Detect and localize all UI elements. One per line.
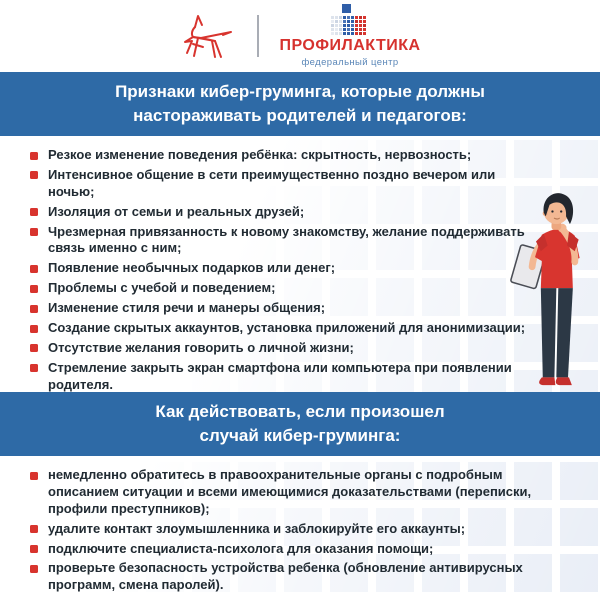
list-item-text: проверьте безопасность устройства ребенка (обновление антивирусных программ, смена паролей). bbox=[48, 560, 523, 593]
red-square-bullet-icon bbox=[30, 152, 38, 160]
red-square-bullet-icon bbox=[30, 228, 38, 236]
list-item bbox=[30, 560, 584, 594]
logo-divider bbox=[257, 15, 259, 57]
list-item bbox=[30, 167, 584, 201]
list-item-text: Резкое изменение поведения ребёнка: скрытность, нервозность; bbox=[48, 147, 472, 162]
list-item-text: Отсутствие желания говорить о личной жизни; bbox=[48, 339, 354, 355]
list-item bbox=[30, 147, 584, 164]
red-square-bullet-icon bbox=[30, 208, 38, 216]
list-item-text: подключите специалиста-психолога для оказания помощи; bbox=[48, 540, 434, 556]
section1-title-banner bbox=[0, 72, 600, 136]
section2-title-line1: Как действовать, если произошел bbox=[155, 402, 445, 421]
brand-name: ПРОФИЛАКТИКА bbox=[279, 37, 421, 55]
list-item bbox=[30, 280, 584, 297]
red-square-bullet-icon bbox=[30, 285, 38, 293]
red-square-bullet-icon bbox=[30, 171, 38, 179]
red-square-bullet-icon bbox=[30, 472, 38, 480]
red-square-bullet-icon bbox=[30, 305, 38, 313]
red-square-bullet-icon bbox=[30, 364, 38, 372]
list-item-text: Интенсивное общение в сети преимущественно поздно вечером или ночью; bbox=[48, 166, 496, 199]
brand-logo bbox=[279, 4, 420, 68]
red-square-bullet-icon bbox=[30, 565, 38, 573]
red-square-bullet-icon bbox=[30, 344, 38, 352]
red-square-bullet-icon bbox=[30, 525, 38, 533]
list-item bbox=[30, 224, 584, 258]
man-with-tablet-illustration-icon bbox=[503, 189, 600, 395]
section2-title-banner bbox=[0, 392, 600, 456]
brand-subtitle: федеральный центр bbox=[301, 56, 399, 68]
list-item bbox=[30, 340, 584, 357]
list-item bbox=[30, 260, 584, 277]
list-item-text: Чрезмерная привязанность к новому знакомству, желание поддерживать связь именно с ним; bbox=[48, 223, 525, 256]
header bbox=[0, 0, 600, 72]
actions-list bbox=[0, 456, 600, 600]
list-item-text: немедленно обратитесь в правоохранительные органы с подробным описанием ситуации и всеми имеющимися доказательствами (переписки, профили преступников); bbox=[48, 467, 532, 516]
list-item-text: удалите контакт злоумышленника и заблокируйте его аккаунты; bbox=[48, 520, 466, 536]
list-item-text: Изоляция от семьи и реальных друзей; bbox=[48, 203, 305, 219]
list-item-text: Стремление закрыть экран смартфона или компьютера при появлении родителя. bbox=[48, 359, 512, 392]
section2-title-line2: случай кибер-груминга: bbox=[199, 425, 401, 445]
section1-title-line2: настораживать родителей и педагогов: bbox=[133, 105, 467, 125]
list-item bbox=[30, 521, 584, 538]
list-item bbox=[30, 204, 584, 221]
red-square-bullet-icon bbox=[30, 265, 38, 273]
list-item-text: Изменение стиля речи и манеры общения; bbox=[48, 300, 326, 316]
list-item bbox=[30, 467, 584, 518]
list-item-text: Проблемы с учебой и поведением; bbox=[48, 280, 276, 296]
horse-logo-icon bbox=[179, 11, 237, 61]
list-item-text: Появление необычных подарков или денег; bbox=[48, 260, 336, 276]
red-square-bullet-icon bbox=[30, 545, 38, 553]
list-item bbox=[30, 541, 584, 558]
list-item bbox=[30, 320, 584, 337]
list-item-text: Создание скрытых аккаунтов, установка приложений для анонимизации; bbox=[48, 320, 526, 336]
list-item bbox=[30, 360, 584, 394]
list-item bbox=[30, 300, 584, 317]
section1-title-line1: Признаки кибер-груминга, которые должны bbox=[115, 82, 485, 101]
red-square-bullet-icon bbox=[30, 325, 38, 333]
mosaic-logo-icon bbox=[326, 4, 374, 36]
